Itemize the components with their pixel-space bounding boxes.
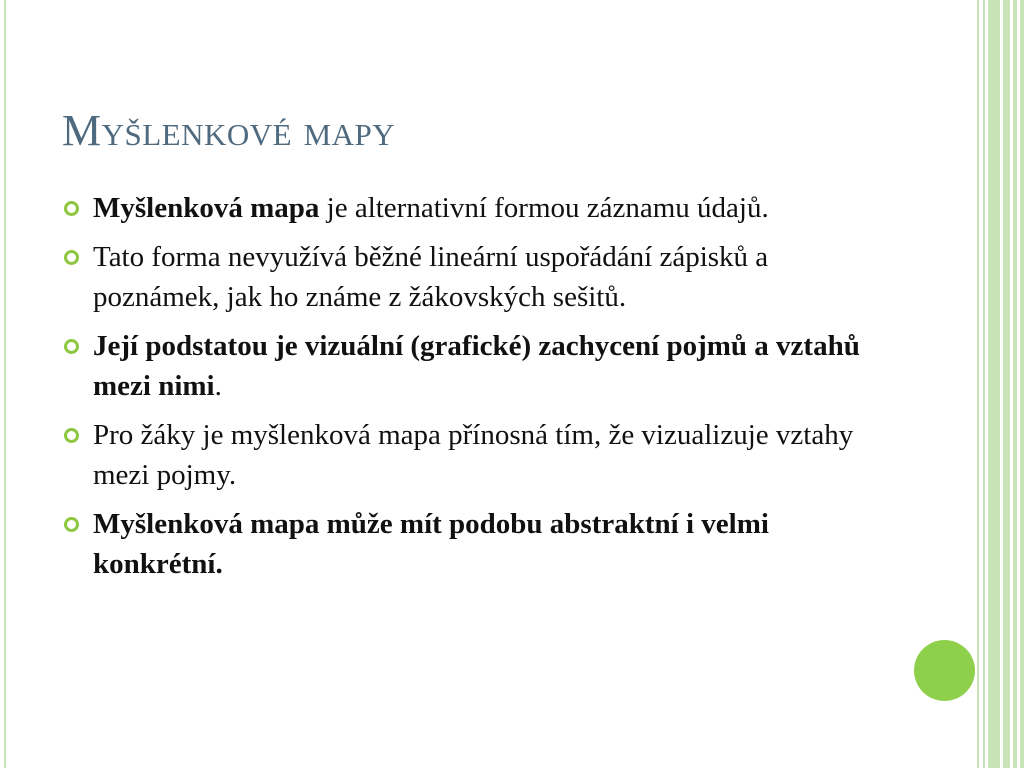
right-decorative-stripe bbox=[983, 0, 985, 768]
bullet-list bbox=[62, 188, 882, 593]
green-circle-decoration bbox=[914, 640, 975, 701]
bullet-text: je alternativní formou záznamu údajů. bbox=[319, 192, 769, 224]
bullet-ring-icon bbox=[64, 428, 79, 443]
bullet-item bbox=[62, 237, 882, 317]
bullet-bold-text: Její podstatou je vizuální (grafické) zachycení pojmů a vztahů mezi nimi bbox=[93, 330, 860, 402]
bullet-ring-icon bbox=[64, 250, 79, 265]
slide-title: Myšlenkové mapy bbox=[62, 106, 396, 155]
bullet-bold-text: Myšlenková mapa může mít podobu abstraktní i velmi konkrétní. bbox=[93, 508, 769, 580]
right-decorative-stripe bbox=[988, 0, 1000, 768]
right-decorative-stripe bbox=[1020, 0, 1024, 768]
bullet-text: Tato forma nevyužívá běžné lineární uspořádání zápisků a poznámek, jak ho známe z žákovských sešitů. bbox=[93, 241, 769, 313]
bullet-text: Pro žáky je myšlenková mapa přínosná tím, že vizualizuje vztahy mezi pojmy. bbox=[93, 419, 854, 491]
bullet-ring-icon bbox=[64, 201, 79, 216]
bullet-item bbox=[62, 326, 882, 406]
left-border-line bbox=[4, 0, 6, 768]
right-decorative-stripe bbox=[1013, 0, 1017, 768]
right-decorative-stripe bbox=[977, 0, 979, 768]
bullet-text: . bbox=[214, 370, 222, 402]
bullet-item bbox=[62, 188, 882, 228]
bullet-ring-icon bbox=[64, 339, 79, 354]
bullet-bold-text: Myšlenková mapa bbox=[93, 192, 320, 224]
bullet-item bbox=[62, 504, 882, 584]
bullet-ring-icon bbox=[64, 517, 79, 532]
bullet-item bbox=[62, 415, 882, 495]
right-decorative-stripe bbox=[1003, 0, 1010, 768]
